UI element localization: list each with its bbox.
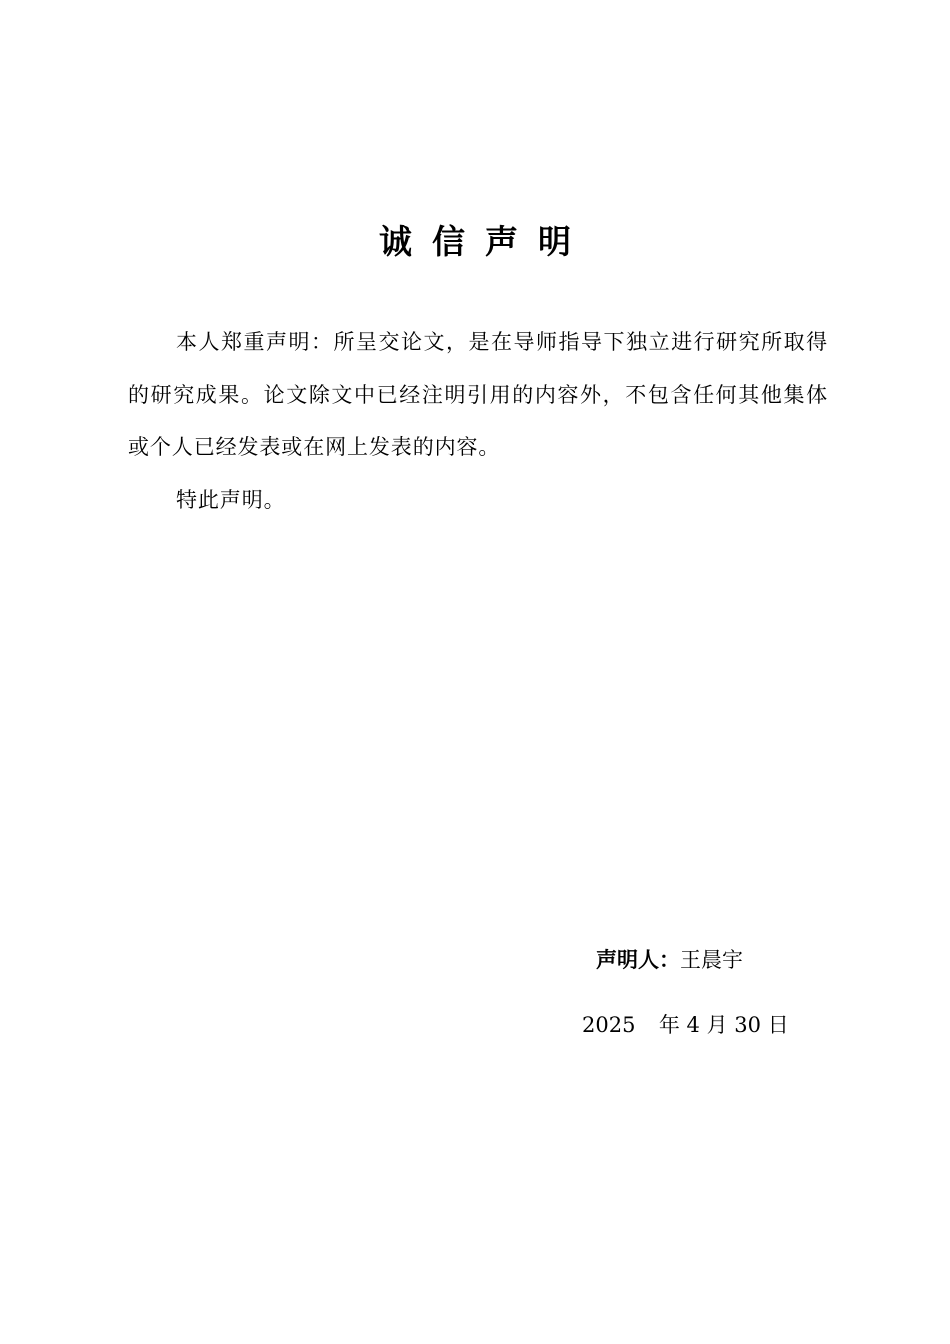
declaration-date — [582, 1005, 789, 1045]
date-day-unit: 日 — [767, 1013, 789, 1037]
date-month-unit: 月 — [706, 1013, 728, 1037]
declaration-body — [128, 316, 828, 526]
date-day: 30 — [734, 1013, 761, 1037]
declaration-paragraph: 本人郑重声明：所呈交论文，是在导师指导下独立进行研究所取得的研究成果。论文除文中已经注明引用的内容外，不包含任何其他集体或个人已经发表或在网上发表的内容。 — [128, 330, 828, 459]
signature-line — [596, 940, 743, 980]
date-year: 2025 — [582, 1013, 636, 1037]
date-month: 4 — [686, 1013, 700, 1037]
page-title: 诚信声明 — [379, 222, 591, 261]
signature-label: 声明人： — [596, 947, 680, 972]
closing-paragraph: 特此声明。 — [176, 487, 286, 512]
date-year-unit: 年 — [658, 1013, 680, 1037]
signature-name: 王晨宇 — [680, 948, 743, 972]
